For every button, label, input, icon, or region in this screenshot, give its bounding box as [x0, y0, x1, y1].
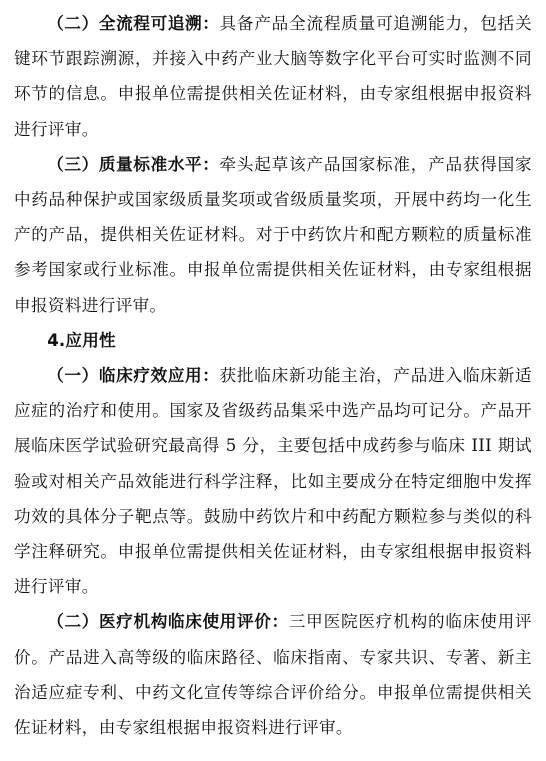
paragraph-body: 牵头起草该产品国家标准，产品获得国家中药品种保护或国家级质量奖项或省级质量奖项，开展中药均一化生产的产品，提供相关佐证材料。对于中药饮片和配方颗粒的质量标准参考国家或行业标准。申报单位需提供相关佐证材料，由专家组根据申报资料进行评审。	[14, 154, 532, 315]
paragraph-clinical-efficacy	[14, 358, 532, 604]
paragraph-body: 获批临床新功能主治，产品进入临床新适应症的治疗和使用。国家及省级药品集采中选产品均可记分。产品开展临床医学试验研究最高得 5 分，主要包括中成药参与临床 III 期试验或对相关产品效能进行科学注释，比如主要成分在特定细胞中发挥功效的具体分子靶点等。鼓励中药饮片和中药配方颗粒参与类似的科学注释研究。申报单位需提供相关佐证材料，由专家组根据申报资料进行评审。	[14, 366, 532, 597]
paragraph-lead: （三）质量标准水平：	[47, 154, 220, 174]
paragraph-lead: （一）临床疗效应用：	[47, 366, 220, 386]
paragraph-body: 三甲医院医疗机构的临床使用评价。产品进入高等级的临床路径、临床指南、专家共识、专著、新主治适应症专利、中药文化宣传等综合评价给分。申报单位需提供相关佐证材料，由专家组根据申报资料进行评审。	[14, 612, 532, 738]
section-heading: 4.应用性	[47, 330, 116, 350]
paragraph-quality-standard	[14, 147, 532, 323]
paragraph-traceability	[14, 6, 532, 147]
paragraph-clinical-evaluation	[14, 604, 532, 745]
paragraph-lead: （二）医疗机构临床使用评价：	[47, 612, 289, 632]
paragraph-lead: （二）全流程可追溯：	[47, 14, 220, 33]
paragraph-body: 具备产品全流程质量可追溯能力，包括关键环节跟踪溯源，并接入中药产业大脑等数字化平台可实时监测不同环节的信息。申报单位需提供相关佐证材料，由专家组根据申报资料进行评审。	[14, 14, 532, 139]
